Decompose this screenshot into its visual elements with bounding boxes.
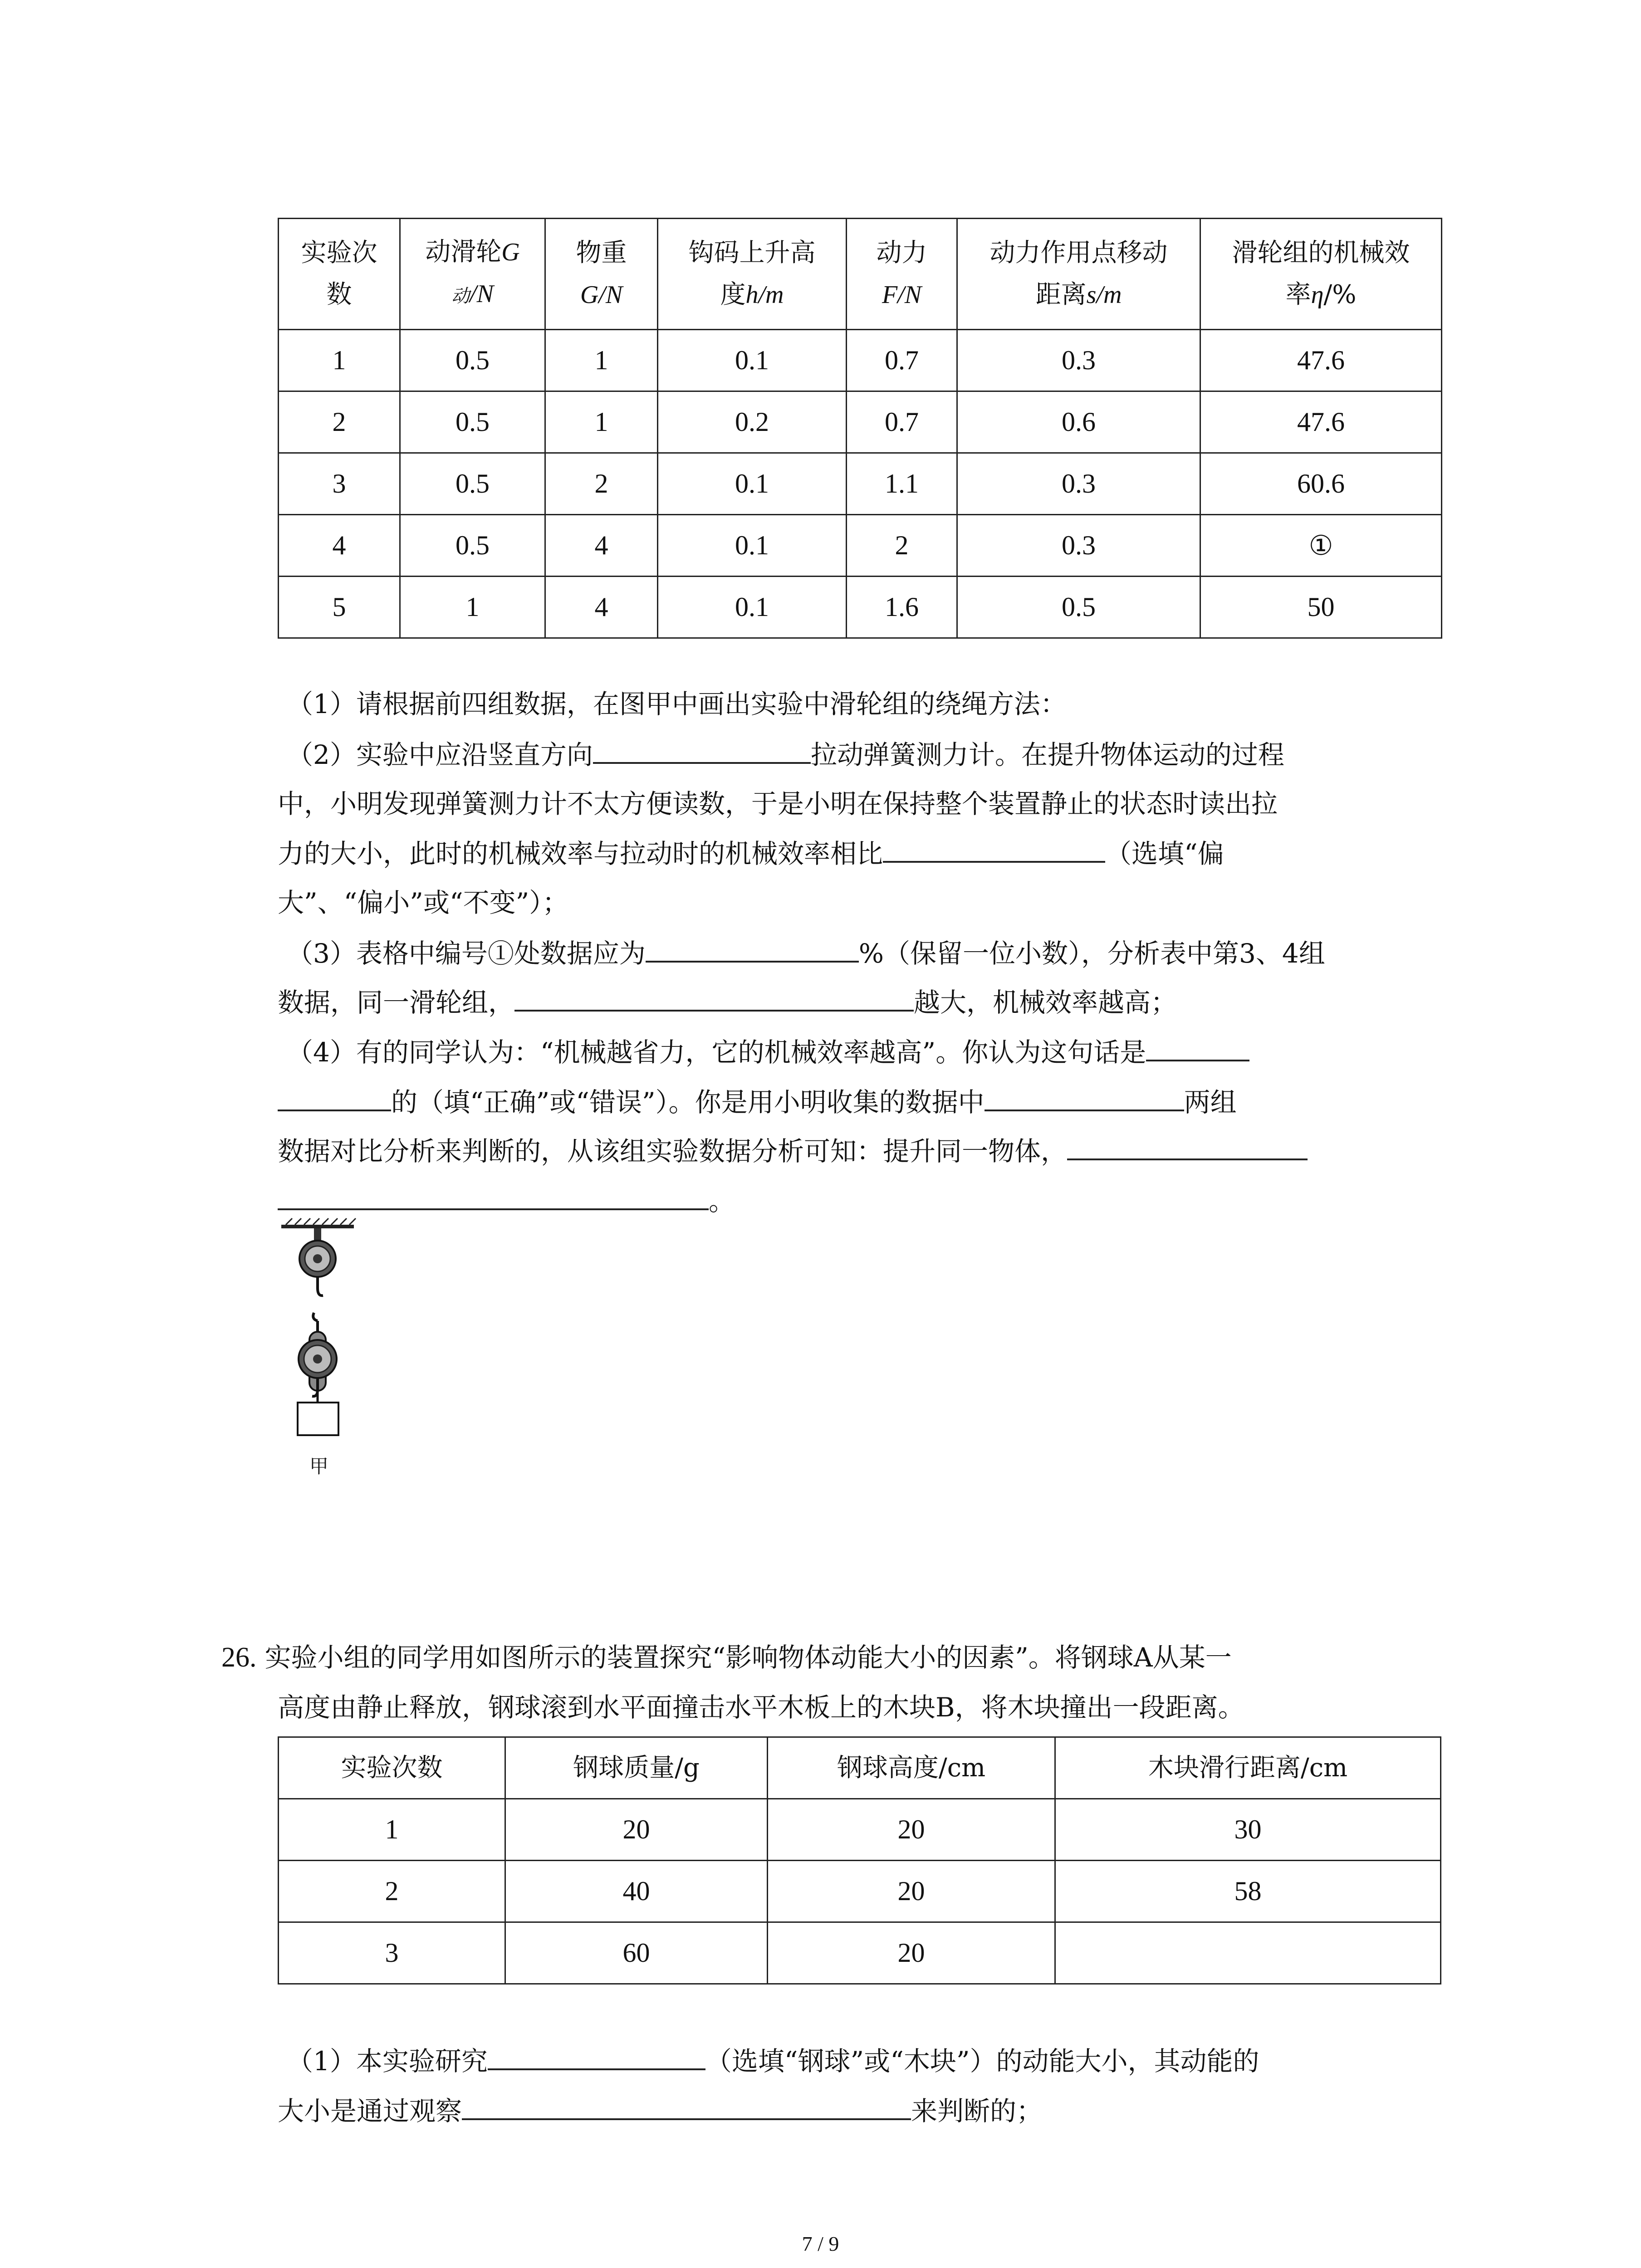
answer-blank[interactable] (488, 2041, 705, 2070)
header-cell: 实验次 数 (279, 219, 400, 330)
text: 越大，机械效率越高； (914, 987, 1177, 1018)
header-cell: 钢球高度/cm (768, 1737, 1055, 1799)
table-cell: 4 (545, 515, 658, 577)
table-cell: 0.6 (957, 391, 1200, 453)
table-cell: 1 (279, 1799, 505, 1861)
header-cell: 木块滑行距离/cm (1055, 1737, 1441, 1799)
q25-part4-line3 (278, 1131, 1308, 1170)
table-cell: 20 (505, 1799, 768, 1861)
question-number: 26. (221, 1642, 257, 1673)
pulley-figure (272, 1216, 363, 1488)
table-cell: 3 (279, 453, 400, 515)
table-cell: 1 (545, 391, 658, 453)
table-cell: 0.1 (658, 515, 847, 577)
q26-part1-line1 (287, 2041, 1259, 2080)
table-cell: 0.2 (658, 391, 847, 453)
table-cell: 60 (505, 1922, 768, 1984)
q26-part1-line2 (278, 2091, 1043, 2130)
text: 拉动弹簧测力计。在提升物体运动的过程 (810, 739, 1284, 770)
q25-part2-line2 (278, 785, 1278, 823)
header-cell: 滑轮组的机械效 率η/% (1200, 219, 1442, 330)
table-cell: 0.3 (957, 330, 1200, 391)
text: %（保留一位小数），分析表中第3、4组 (858, 938, 1325, 969)
table-cell: 50 (1200, 577, 1442, 638)
text: （选填“钢球”或“木块”）的动能大小，其动能的 (705, 2046, 1259, 2077)
table-cell: 2 (847, 515, 957, 577)
text: 数据对比分析来判断的，从该组实验数据分析可知：提升同一物体， (278, 1136, 1068, 1167)
table-cell: ① (1200, 515, 1442, 577)
q25-part4-line1 (287, 1032, 1249, 1071)
table-cell: 2 (279, 391, 400, 453)
text: 大小是通过观察 (278, 2096, 462, 2126)
answer-blank[interactable] (1067, 1131, 1308, 1160)
table-row (279, 515, 1442, 577)
table-row (279, 1861, 1441, 1922)
table-row (279, 453, 1442, 515)
q25-part3-line1 (287, 934, 1325, 973)
table-cell: 47.6 (1200, 391, 1442, 453)
answer-blank[interactable] (1146, 1032, 1249, 1061)
header-cell: 动力作用点移动 距离s/m (957, 219, 1200, 330)
text: （选填“偏 (1105, 838, 1224, 869)
q25-part3-line2 (278, 982, 1177, 1022)
header-cell: 钢球质量/g (505, 1737, 768, 1799)
table-cell: 0.3 (957, 453, 1200, 515)
table-cell: 1 (545, 330, 658, 391)
text: 来判断的； (911, 2096, 1043, 2126)
table-header-row (279, 219, 1442, 330)
text: 实验小组的同学用如图所示的装置探究“影响物体动能大小的因素”。将钢球A从某一 (265, 1642, 1232, 1673)
text: 的（填“正确”或“错误”）。你是用小明收集的数据中 (391, 1087, 985, 1118)
table-cell: 20 (768, 1922, 1055, 1984)
figure-label: 甲 (309, 1455, 329, 1477)
table-cell: 0.1 (658, 577, 847, 638)
table-row (279, 1922, 1441, 1984)
table-cell: 0.5 (400, 391, 545, 453)
table-cell: 2 (545, 453, 658, 515)
table-cell: 0.5 (400, 453, 545, 515)
answer-blank[interactable] (514, 982, 914, 1012)
table-cell: 0.3 (957, 515, 1200, 577)
header-cell: 物重 G/N (545, 219, 658, 330)
table-header-row (279, 1737, 1441, 1799)
q25-part2-line4 (278, 884, 568, 922)
answer-blank[interactable] (883, 834, 1105, 863)
movable-pulley-icon (299, 1313, 337, 1403)
q25-part4-line4 (278, 1181, 735, 1220)
table-row (279, 391, 1442, 453)
table-cell: 0.1 (658, 453, 847, 515)
header-cell: 动滑轮G 动/N (400, 219, 545, 330)
q25-part4-line2 (278, 1082, 1237, 1121)
table-row (279, 330, 1442, 391)
table-cell: 1 (400, 577, 545, 638)
text: 力的大小，此时的机械效率与拉动时的机械效率相比 (278, 838, 883, 869)
table-cell: 58 (1055, 1861, 1441, 1922)
text: 数据，同一滑轮组， (278, 987, 515, 1018)
table-cell: 0.1 (658, 330, 847, 391)
answer-blank[interactable] (462, 2091, 911, 2120)
table-cell: 20 (768, 1799, 1055, 1861)
table-cell: 40 (505, 1861, 768, 1922)
table-cell: 2 (279, 1861, 505, 1922)
q25-part2-line3 (278, 834, 1224, 873)
table-cell: 1.1 (847, 453, 957, 515)
header-cell: 实验次数 (279, 1737, 505, 1799)
weight-block (298, 1403, 338, 1435)
table-cell: 0.7 (847, 391, 957, 453)
answer-blank[interactable] (985, 1082, 1184, 1111)
table-cell: 4 (545, 577, 658, 638)
pulley-data-table (278, 218, 1442, 639)
table-cell: 5 (279, 577, 400, 638)
table-row (279, 577, 1442, 638)
text: 中，小明发现弹簧测力计不太方便读数，于是小明在保持整个装置静止的状态时读出拉 (278, 788, 1278, 819)
table-cell: 30 (1055, 1799, 1441, 1861)
table-cell: 0.5 (957, 577, 1200, 638)
header-cell: 钩码上升高 度h/m (658, 219, 847, 330)
text: 大”、“偏小”或“不变”）； (278, 887, 569, 918)
kinetic-energy-table (278, 1736, 1441, 1984)
answer-blank[interactable] (278, 1181, 709, 1210)
text: （1）请根据前四组数据，在图甲中画出实验中滑轮组的绕绳方法： (287, 689, 1067, 719)
table-cell: 1.6 (847, 577, 957, 638)
table-cell: 4 (279, 515, 400, 577)
table-cell: 60.6 (1200, 453, 1442, 515)
table-row (279, 1799, 1441, 1861)
page-number: 7 / 9 (802, 2232, 839, 2255)
text: （4）有的同学认为：“机械越省力，它的机械效率越高”。你认为这句话是 (287, 1037, 1146, 1068)
answer-blank[interactable] (278, 1082, 391, 1111)
table-cell: 47.6 (1200, 330, 1442, 391)
answer-blank[interactable] (646, 934, 859, 963)
text: （3）表格中编号①处数据应为 (287, 938, 646, 969)
header-cell: 动力 F/N (847, 219, 957, 330)
text: 高度由静止释放，钢球滚到水平面撞击水平木板上的木块B，将木块撞出一段距离。 (278, 1692, 1244, 1723)
q25-part2-line1 (287, 735, 1284, 774)
table-cell: 0.5 (400, 515, 545, 577)
q26-intro-line1 (221, 1638, 1232, 1677)
table-cell: 0.7 (847, 330, 957, 391)
table-cell: 20 (768, 1861, 1055, 1922)
answer-blank[interactable] (593, 735, 811, 764)
q25-part1 (287, 685, 1067, 723)
fixed-pulley-icon (299, 1228, 336, 1295)
text: 。 (709, 1186, 735, 1217)
text: （1）本实验研究 (287, 2046, 488, 2077)
ceiling-support (281, 1218, 356, 1228)
table-cell: 3 (279, 1922, 505, 1984)
table-cell[interactable] (1055, 1922, 1441, 1984)
text: （2）实验中应沿竖直方向 (287, 739, 593, 770)
table-cell: 1 (279, 330, 400, 391)
q26-intro-line2 (278, 1688, 1244, 1726)
text: 两组 (1184, 1087, 1237, 1118)
table-cell: 0.5 (400, 330, 545, 391)
